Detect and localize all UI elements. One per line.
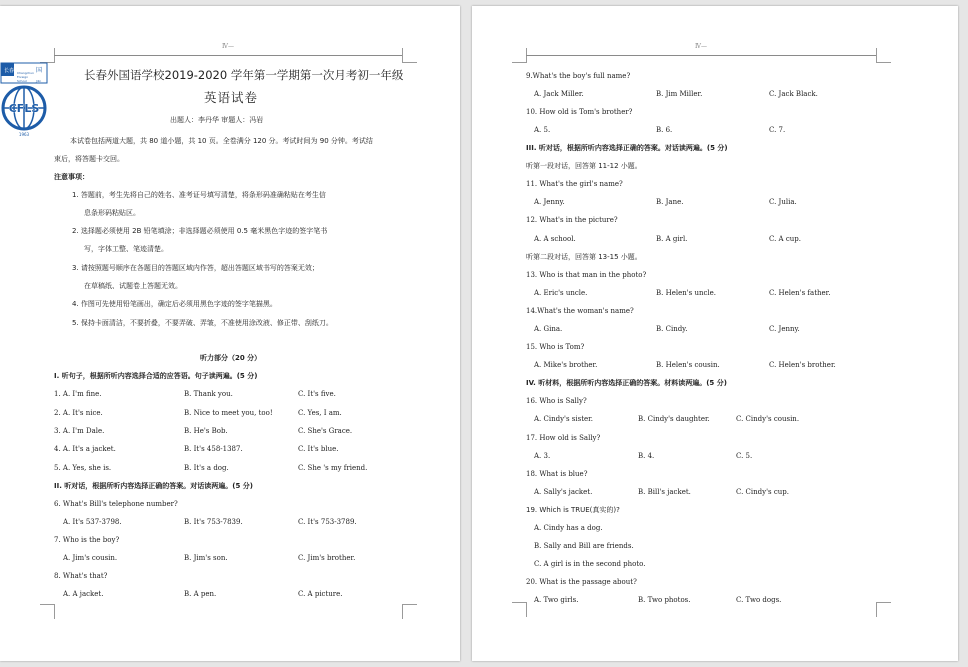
answer-option: C. Jim's brother. [298, 554, 356, 562]
answer-option: A. Jenny. [534, 198, 565, 206]
answer-option: C. Jack Black. [769, 90, 818, 98]
note-line: 5. 保持卡面清洁，不要折叠，不要弄破、弄皱，不准使用涂改液、修正带、刮纸刀。 [72, 319, 333, 327]
svg-text:Changchun: Changchun [17, 71, 34, 75]
answer-option: A. 5. [534, 126, 551, 134]
note-line: 息条形码粘贴区。 [84, 209, 140, 217]
svg-text:1963: 1963 [18, 132, 30, 137]
answer-option: 5. A. Yes, she is. [54, 464, 112, 472]
answer-option: A. Mike's brother. [534, 361, 598, 369]
question: 10. How old is Tom's brother? [526, 108, 633, 116]
answer-option: A. Two girls. [534, 596, 579, 604]
question: 20. What is the passage about? [526, 578, 637, 586]
answer-option: 2. A. It's nice. [54, 409, 103, 417]
note-line: 写，字体工整、笔迹清楚。 [84, 245, 168, 253]
answer-option: A. Jim's cousin. [63, 554, 118, 562]
answer-option: C. Cindy's cup. [736, 488, 789, 496]
answer-option: C. It's five. [298, 390, 336, 398]
margin-corner-bottom-left [512, 602, 527, 617]
margin-corner-bottom-left [40, 604, 55, 619]
page-header-line [526, 43, 876, 56]
note-line: 3. 请按照题号顺序在各题目的答题区域内作答，超出答题区域书写的答案无效； [72, 264, 319, 272]
question: 14.What's the woman's name? [526, 307, 634, 315]
margin-corner-top-right [402, 48, 417, 63]
answer-option: B. It's 458-1387. [184, 445, 243, 453]
answer-option: B. Cindy. [656, 325, 688, 333]
answer-option: A. A jacket. [63, 590, 104, 598]
answer-option: C. She 's my friend. [298, 464, 368, 472]
question: 13. Who is that man in the photo? [526, 271, 647, 279]
answer-option: B. It's 753-7839. [184, 518, 243, 526]
margin-corner-bottom-right [876, 602, 891, 617]
svg-text:CFLS: CFLS [8, 102, 40, 115]
answer-option: C. Jenny. [769, 325, 800, 333]
answer-option: C. A girl is in the second photo. [534, 560, 646, 568]
answer-option: C. Two dogs. [736, 596, 782, 604]
question: 9.What's the boy's full name? [526, 72, 631, 80]
answer-option: A. 3. [534, 452, 551, 460]
answer-option: B. It's a dog. [184, 464, 229, 472]
exam-title: 长春外国语学校2019-2020 学年第一学期第一次月考初一年级 [84, 68, 404, 82]
answer-option: B. Bill's jacket. [638, 488, 691, 496]
school-logo [0, 62, 48, 142]
answer-option: 1. A. I'm fine. [54, 390, 102, 398]
exam-intro-line-2: 束后，将答题卡交回。 [54, 155, 124, 163]
header-mark: Ⅳ— [222, 43, 234, 50]
answer-option: B. Jim Miller. [656, 90, 703, 98]
header-mark: Ⅳ— [695, 43, 707, 50]
note-line: 2. 选择题必须使用 2B 铅笔填涂；非选择题必须使用 0.5 毫米黑色字迹的签字笔书 [72, 227, 328, 235]
question: 7. Who is the boy? [54, 536, 120, 544]
question: 19. Which is TRUE(真实的)? [526, 506, 620, 514]
answer-option: C. It's 753-3789. [298, 518, 357, 526]
answer-option: A. A school. [534, 235, 576, 243]
answer-option: B. Cindy's daughter. [638, 415, 710, 423]
answer-option: A. It's 537-3798. [63, 518, 122, 526]
answer-option: C. Julia. [769, 198, 797, 206]
answer-option: A. Sally's jacket. [534, 488, 593, 496]
answer-option: A. Eric's uncle. [534, 289, 588, 297]
svg-text:国: 国 [36, 67, 43, 74]
section-3-intro-2: 听第二段对话，回答第 13-15 小题。 [526, 253, 642, 261]
answer-option: B. A pen. [184, 590, 217, 598]
answer-option: A. Jack Miller. [534, 90, 584, 98]
answer-option: B. Two photos. [638, 596, 691, 604]
listening-title: 听力部分（20 分） [200, 354, 262, 362]
section-1-heading: I. 听句子，根据所听内容选择合适的应答语。句子读两遍。(5 分) [54, 372, 258, 380]
answer-option: C. Helen's brother. [769, 361, 836, 369]
section-3-heading: III. 听对话，根据所听内容选择正确的答案。对话读两遍。(5 分) [526, 144, 728, 152]
answer-option: 4. A. It's a jacket. [54, 445, 116, 453]
note-line: 在草稿纸、试题卷上答题无效。 [84, 282, 182, 290]
answer-option: C. A picture. [298, 590, 343, 598]
answer-option: C. She's Grace. [298, 427, 353, 435]
answer-option: C. A cup. [769, 235, 801, 243]
margin-corner-top-left [512, 48, 527, 63]
section-2-heading: II. 听对话，根据所听内容选择正确的答案。对话读两遍。(5 分) [54, 482, 254, 490]
answer-option: B. Sally and Bill are friends. [534, 542, 634, 550]
section-3-intro-1: 听第一段对话，回答第 11-12 小题。 [526, 162, 642, 170]
margin-corner-top-right [876, 48, 891, 63]
question: 6. What's Bill's telephone number? [54, 500, 178, 508]
answer-option: C. 5. [736, 452, 753, 460]
question: 11. What's the girl's name? [526, 180, 623, 188]
answer-option: B. A girl. [656, 235, 688, 243]
answer-option: A. Cindy's sister. [534, 415, 593, 423]
page-header-line [54, 43, 402, 56]
answer-option: C. Yes, I am. [298, 409, 342, 417]
svg-text:Foreign: Foreign [17, 75, 29, 79]
answer-option: 3. A. I'm Dale. [54, 427, 105, 435]
margin-corner-bottom-right [402, 604, 417, 619]
answer-option: B. Thank you. [184, 390, 233, 398]
answer-option: A. Cindy has a dog. [534, 524, 603, 532]
answer-option: B. Jim's son. [184, 554, 228, 562]
note-line: 1. 答题前，考生先将自己的姓名、准考证号填写清楚，将条形码准确粘贴在考生信 [72, 191, 326, 199]
exam-authors: 出题人：李丹华 审题人：冯岩 [170, 116, 264, 124]
exam-page-2 [472, 6, 958, 661]
note-line: 4. 作图可先使用铅笔画出，确定后必须用黑色字迹的签字笔描黑。 [72, 300, 277, 308]
answer-option: C. Cindy's cousin. [736, 415, 800, 423]
question: 12. What's in the picture? [526, 216, 618, 224]
question: 8. What's that? [54, 572, 108, 580]
answer-option: C. It's blue. [298, 445, 339, 453]
svg-text:Jilin: Jilin [36, 79, 42, 83]
answer-option: B. He's Bob. [184, 427, 228, 435]
answer-option: B. Helen's uncle. [656, 289, 717, 297]
answer-option: A. Gina. [534, 325, 563, 333]
answer-option: B. Nice to meet you, too! [184, 409, 273, 417]
exam-intro-line-1: 本试卷包括两道大题，共 80 道小题，共 10 页。全卷满分 120 分。考试时间为 90 分钟。考试结 [70, 137, 373, 145]
exam-page-1 [0, 6, 460, 661]
question: 16. Who is Sally? [526, 397, 587, 405]
answer-option: B. Helen's cousin. [656, 361, 720, 369]
answer-option: B. 4. [638, 452, 655, 460]
answer-option: B. 6. [656, 126, 673, 134]
question: 18. What is blue? [526, 470, 588, 478]
answer-option: C. 7. [769, 126, 786, 134]
question: 15. Who is Tom? [526, 343, 585, 351]
answer-option: C. Helen's father. [769, 289, 831, 297]
answer-option: B. Jane. [656, 198, 684, 206]
exam-subtitle: 英语试卷 [204, 90, 259, 105]
margin-corner-top-left [40, 48, 55, 63]
svg-text:School: School [17, 79, 27, 83]
svg-text:长春外: 长春外 [4, 68, 20, 74]
notes-label: 注意事项： [54, 173, 89, 181]
section-4-heading: IV. 听材料，根据所听内容选择正确的答案。材料读两遍。(5 分) [526, 379, 727, 387]
question: 17. How old is Sally? [526, 434, 601, 442]
